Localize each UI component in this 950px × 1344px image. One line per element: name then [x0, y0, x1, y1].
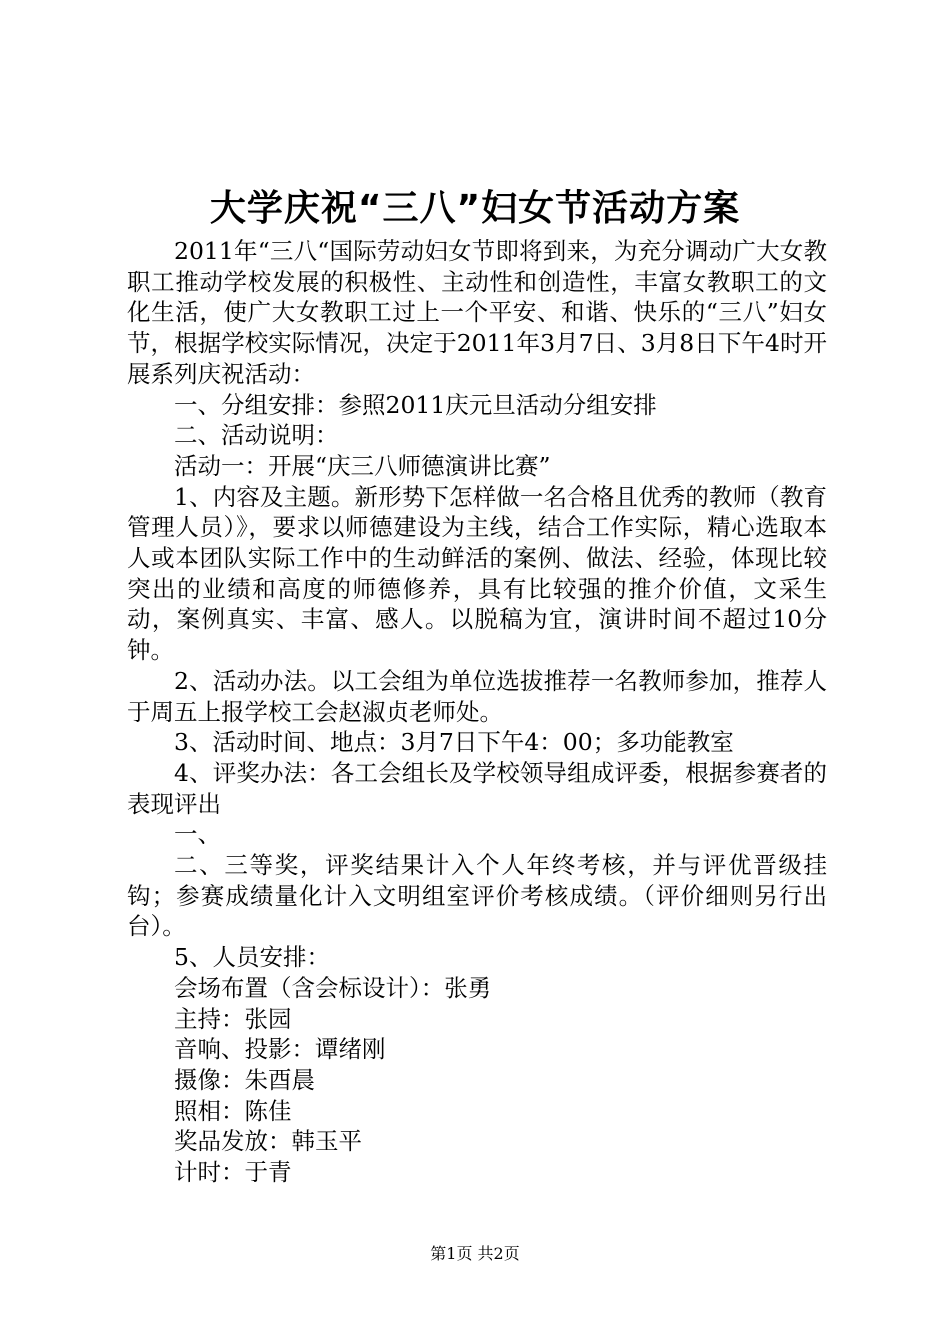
paragraph-staff-video: 摄像：朱酉晨	[174, 1065, 315, 1094]
paragraph-time-location: 3、活动时间、地点：3月7日下午4：00；多功能教室	[174, 728, 734, 757]
paragraph-activity-description: 二、活动说明：	[174, 421, 339, 450]
paragraph-staffing: 5、人员安排：	[174, 943, 330, 972]
paragraph-content-theme: 1、内容及主题。新形势下怎样做一名合格且优秀的教师（教育管理人员）》，要求以师德建设为主线，结合工作实际，精心选取本人或本团队实际工作中的生动鲜活的案例、做法、经验，体现比较突出的业绩和高度的师德修养，具有比较强的推介价值，文采生动，案例真实、丰富、感人。以脱稿为宜，演讲时间不超过10分钟。	[127, 482, 827, 665]
paragraph-staff-photo: 照相：陈佳	[174, 1096, 292, 1125]
document-body	[127, 236, 827, 1188]
paragraph-staff-timer: 计时：于青	[174, 1158, 292, 1187]
page-footer: 第1页 共2页	[430, 1244, 520, 1263]
paragraph-activity-one: 活动一：开展“庆三八师德演讲比赛”	[174, 451, 551, 480]
paragraph-staff-venue: 会场布置（含会标设计）：张勇	[174, 973, 492, 1002]
paragraph-intro: 2011年“三八“国际劳动妇女节即将到来，为充分调动广大女教职工推动学校发展的积极性、主动性和创造性，丰富女教职工的文化生活，使广大女教职工过上一个平安、和谐、快乐的“三八”妇女节，根据学校实际情况，决定于2011年3月7日、3月8日下午4时开展系列庆祝活动：	[127, 237, 827, 388]
paragraph-activity-method: 2、活动办法。以工会组为单位选拔推荐一名教师参加，推荐人于周五上报学校工会赵淑贞老师处。	[127, 666, 827, 726]
paragraph-staff-host: 主持：张园	[174, 1004, 292, 1033]
paragraph-staff-prizes: 奖品发放：韩玉平	[174, 1127, 362, 1156]
paragraph-award-method: 4、评奖办法：各工会组长及学校领导组成评委，根据参赛者的表现评出	[127, 758, 827, 818]
paragraph-grouping: 一、分组安排：参照2011庆元旦活动分组安排	[174, 390, 657, 419]
paragraph-first-prize: 一、	[174, 820, 221, 849]
paragraph-second-third-prize: 二、三等奖，评奖结果计入个人年终考核，并与评优晋级挂钩；参赛成绩量化计入文明组室评价考核成绩。（评价细则另行出台）。	[127, 851, 827, 941]
paragraph-staff-audio: 音响、投影：谭绪刚	[174, 1035, 386, 1064]
document-title: 大学庆祝“三八”妇女节活动方案	[209, 188, 741, 229]
